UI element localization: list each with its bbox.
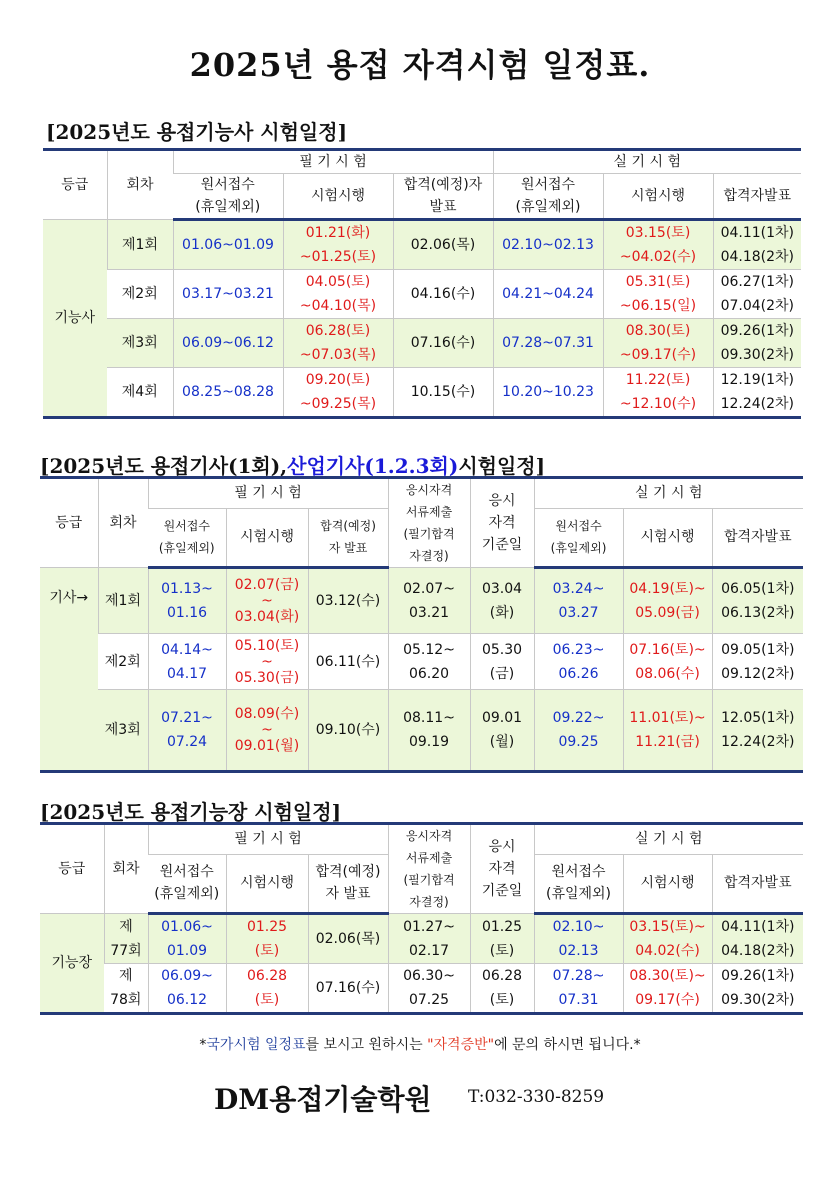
- page-title: 2025년 용접 자격시험 일정표.: [189, 46, 651, 84]
- header-standard-date: 응시 자격 기준일: [470, 478, 534, 568]
- header-application: 원서접수 (휴일제외): [173, 174, 283, 220]
- header-practical-exam: 시험시행: [603, 174, 713, 220]
- section-heading-master: [2025년도 용접기능장 시험일정]: [40, 800, 342, 824]
- table-row: 제 78회 06.09~ 06.12 06.28 (토) 07.16(수) 06.30~ 07.25 06.28 (토) 07.28~ 07.31 08.30(토)~ 09.17(수) 09.26(1차) 09.30(2차): [40, 964, 803, 1014]
- header-practical: 실 기 시 험: [493, 150, 801, 174]
- section-heading-craftsman: [2025년도 용접기능사 시험일정]: [46, 120, 348, 144]
- table-row: 제2회 04.14~ 04.17 05.10(토) ~ 05.30(금) 06.11(수) 05.12~ 06.20 05.30 (금) 06.23~ 06.26 07.16(토)~ 08.06(수) 09.05(1차) 09.12(2차): [40, 634, 803, 690]
- grade-cell: 기능사: [43, 220, 107, 418]
- section-heading-engineer: [2025년도 용접기사(1회),산업기사(1.2.3회)시험일정]: [40, 454, 546, 478]
- table-row: 기능장 제 77회 01.06~ 01.09 01.25 (토) 02.06(목) 01.27~ 02.17 01.25 (토) 02.10~ 02.13 03.15(토)~ 04.02(수) 04.11(1차) 04.18(2차): [40, 914, 803, 964]
- header-written: 필 기 시 험: [173, 150, 493, 174]
- header-exam: 시험시행: [283, 174, 393, 220]
- table-row: 기사→ 제1회 01.13~ 01.16 02.07(금) ~ 03.04(화) 03.12(수) 02.07~ 03.21 03.04 (화) 03.24~ 03.27 04.19(토)~ 05.09(금) 06.05(1차) 06.13(2차): [40, 568, 803, 634]
- header-practical-pass: 합격자발표: [713, 174, 801, 220]
- footnote: *국가시험 일정표를 보시고 원하시는 "자격증반"에 문의 하시면 됩니다.*: [199, 1037, 641, 1053]
- grade-cell: 기능장: [40, 914, 104, 1014]
- header-document-submission: 응시자격 서류제출 (필기합격 자결정): [388, 478, 470, 568]
- table-row: 제4회 08.25~08.28 09.20(토) ~09.25(목) 10.15(수) 10.20~10.23 11.22(토) ~12.10(수) 12.19(1차) 12.24(2차): [43, 368, 801, 418]
- phone-number: T:032-330-8259: [468, 1087, 605, 1107]
- header-pass: 합격(예정)자 발표: [393, 174, 493, 220]
- table-row: 기능사 제1회 01.06~01.09 01.21(화) ~01.25(토) 02.06(목) 02.10~02.13 03.15(토) ~04.02(수) 04.11(1차) 04.18(2차): [43, 220, 801, 270]
- table-row: 제3회 07.21~ 07.24 08.09(수) ~ 09.01(월) 09.10(수) 08.11~ 09.19 09.01 (월) 09.22~ 09.25 11.01(토)~ 11.21(금) 12.05(1차) 12.24(2차): [40, 690, 803, 772]
- header-grade: 등급: [43, 150, 107, 220]
- craftsman-schedule-table: [43, 148, 801, 419]
- academy-name: DM용접기술학원: [214, 1083, 432, 1116]
- table-row: 제3회 06.09~06.12 06.28(토) ~07.03(목) 07.16(수) 07.28~07.31 08.30(토) ~09.17(수) 09.26(1차) 09.30(2차): [43, 319, 801, 368]
- grade-cell: 기사→: [40, 568, 98, 772]
- master-schedule-table: 등급 회차 필 기 시 험 응시자격 서류제출 (필기합격 자결정) 응시 자격 기준일 실 기 시 험 원서접수 (휴일제외) 시험시행 합격(예정) 자 발표 원서접수 (휴일제외) 시험시행 합격자발표 기능장 제 77회 01.06~ 01.09 01.25 (토) 02.06(목) 01.27~ 02.17 01.25 (토) 02.10~ 02.13 03.15(토)~ 04.02(수) 04.11(1차) 04.18(2차) 제 78회 06.09~ 06.12 06.28 (토) 07.16(수) 06.30~ 07.25 06.28 (토) 07.28~ 07.31 08.30(토)~ 09.17(수) 09.26(1차) 09.30(2차): [40, 822, 803, 1015]
- engineer-schedule-table: 등급 회차 필 기 시 험 응시자격 서류제출 (필기합격 자결정) 응시 자격 기준일 실 기 시 험 원서접수 (휴일제외) 시험시행 합격(예정) 자 발표 원서접수 (휴일제외) 시험시행 합격자발표 기사→ 제1회 01.13~ 01.16 02.07(금) ~ 03.04(화) 03.12(수) 02.07~ 03.21 03.04 (화) 03.24~ 03.27 04.19(토)~ 05.09(금) 06.05(1차) 06.13(2차) 제2회 04.14~ 04.17 05.10(토) ~ 05.30(금) 06.11(수) 05.12~ 06.20 05.30 (금) 06.23~ 06.26 07.16(토)~ 08.06(수) 09.05(1차) 09.12(2차) 제3회 07.21~ 07.24 08.09(수) ~ 09.01(월) 09.10(수) 08.11~ 09.19 09.01 (월) 09.22~ 09.25 11.01(토)~ 11.21(금) 12.05(1차) 12.24(2차): [40, 476, 803, 773]
- header-practical-application: 원서접수 (휴일제외): [493, 174, 603, 220]
- table-row: 제2회 03.17~03.21 04.05(토) ~04.10(목) 04.16(수) 04.21~04.24 05.31(토) ~06.15(일) 06.27(1차) 07.04(2차): [43, 270, 801, 319]
- header-round: 회차: [107, 150, 173, 220]
